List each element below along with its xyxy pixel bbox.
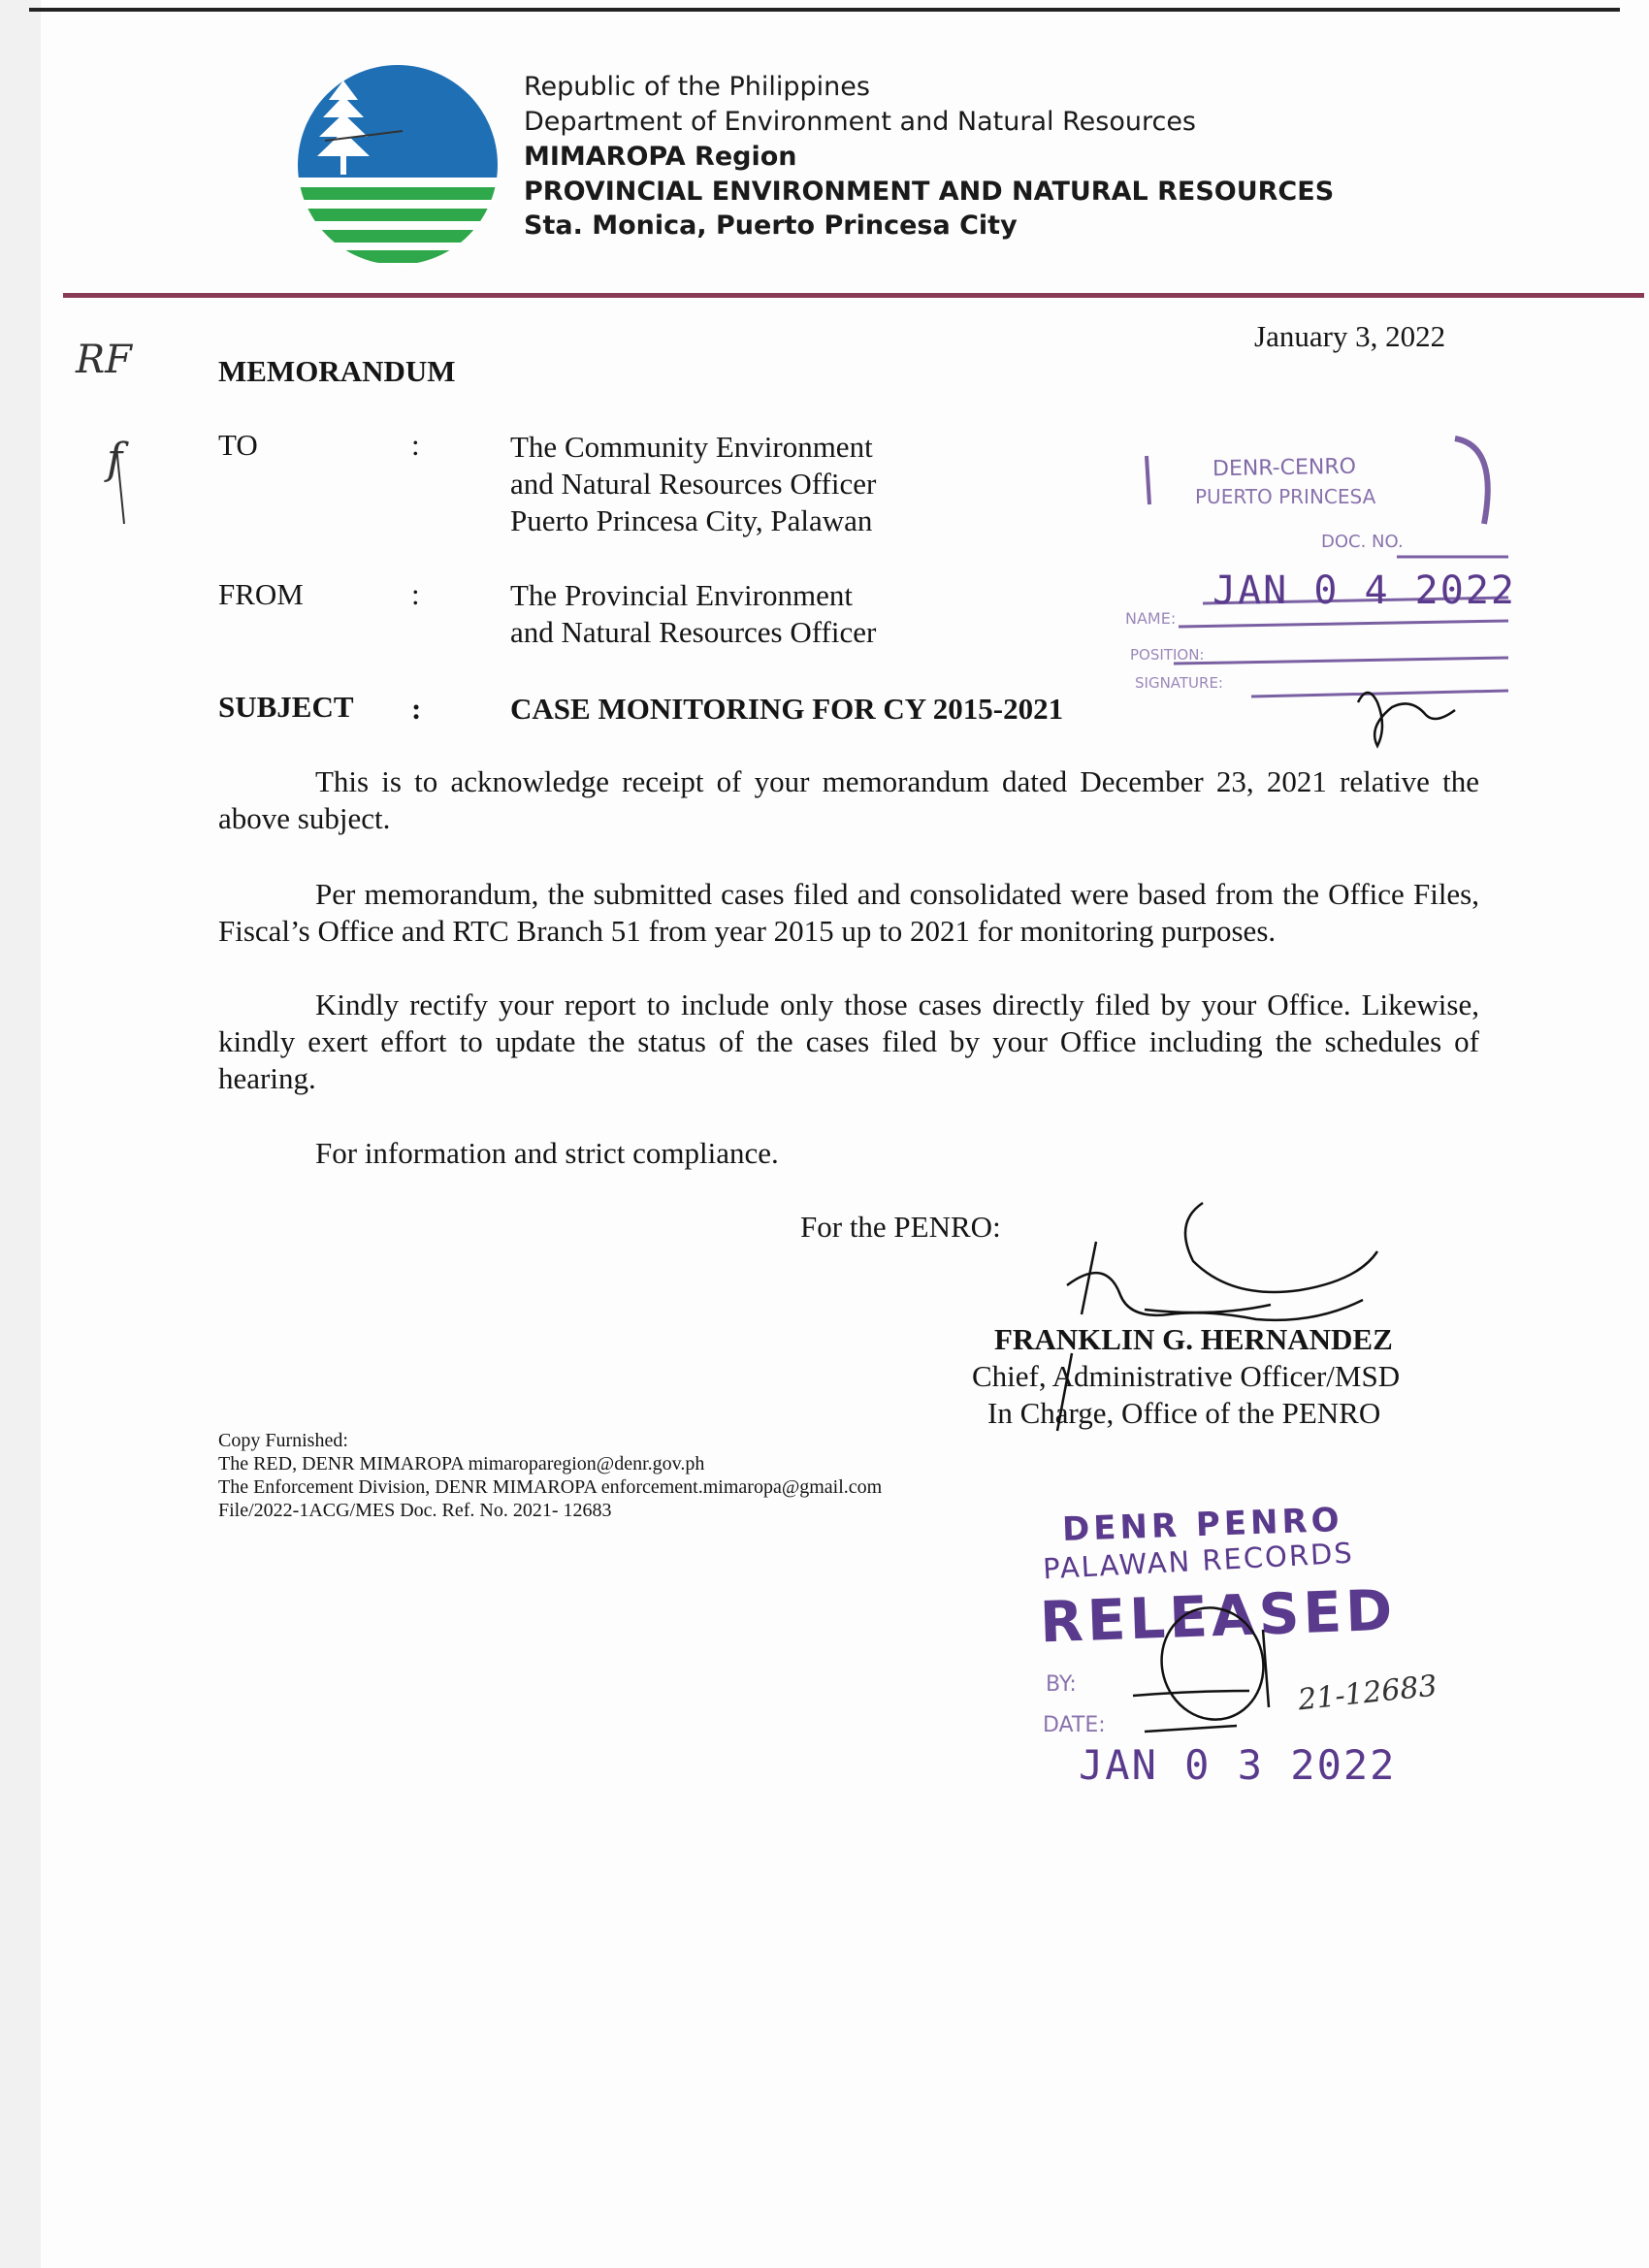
signatory-title-2: In Charge, Office of the PENRO bbox=[987, 1396, 1381, 1430]
body-paragraph-2: Per memorandum, the submitted cases filed and consolidated were based from the Office Files, Fiscal’s Office and RTC Branch 51 from year 2015 up to 2021 for monitoring purposes. bbox=[218, 877, 1479, 948]
header-republic: Republic of the Philippines bbox=[524, 72, 870, 102]
signatory-name: FRANKLIN G. HERNANDEZ bbox=[994, 1322, 1393, 1356]
memo-title: MEMORANDUM bbox=[218, 354, 456, 388]
released-stamp-date: JAN 0 3 2022 bbox=[1079, 1741, 1397, 1789]
released-stamp-date-label: DATE: bbox=[1043, 1713, 1106, 1737]
received-stamp-line-2: PUERTO PRINCESA bbox=[1195, 485, 1376, 508]
to-label: TO bbox=[218, 428, 258, 462]
header-address: Sta. Monica, Puerto Princesa City bbox=[524, 211, 1018, 241]
copy-furnished-line-1: The RED, DENR MIMAROPA mimaroparegion@denr.gov.ph bbox=[218, 1453, 705, 1474]
to-colon: : bbox=[411, 428, 420, 462]
received-stamp-date: JAN 0 4 2022 bbox=[1212, 568, 1516, 613]
from-line-2: and Natural Resources Officer bbox=[510, 615, 877, 649]
received-stamp-doc-no: DOC. NO. bbox=[1321, 532, 1404, 552]
released-stamp-ref: 21-12683 bbox=[1296, 1669, 1439, 1718]
signature-for: For the PENRO: bbox=[800, 1210, 1001, 1244]
from-colon: : bbox=[411, 577, 420, 611]
margin-note-f: f bbox=[107, 435, 123, 484]
scan-edge-shadow bbox=[0, 0, 41, 2268]
from-label: FROM bbox=[218, 577, 304, 611]
header-rule bbox=[63, 293, 1644, 298]
received-stamp-name: NAME: bbox=[1125, 609, 1177, 628]
signatory-title-1: Chief, Administrative Officer/MSD bbox=[972, 1359, 1401, 1393]
to-line-2: and Natural Resources Officer bbox=[510, 467, 877, 501]
denr-logo bbox=[296, 63, 500, 267]
subject-value: CASE MONITORING FOR CY 2015-2021 bbox=[510, 692, 1064, 726]
subject-label: SUBJECT bbox=[218, 690, 354, 724]
released-stamp-by: BY: bbox=[1046, 1672, 1077, 1697]
margin-note-rf: RF bbox=[76, 338, 132, 382]
received-stamp-line-1: DENR-CENRO bbox=[1212, 454, 1357, 482]
received-stamp-position: POSITION: bbox=[1130, 646, 1205, 664]
subject-colon: : bbox=[411, 692, 422, 726]
to-line-3: Puerto Princesa City, Palawan bbox=[510, 503, 873, 537]
released-stamp-line-2: PALAWAN RECORDS bbox=[1042, 1536, 1355, 1586]
released-stamp-line-1: DENR PENRO bbox=[1061, 1500, 1344, 1550]
header-region: MIMAROPA Region bbox=[524, 142, 797, 172]
copy-furnished-line-3: File/2022-1ACG/MES Doc. Ref. No. 2021- 12683 bbox=[218, 1500, 612, 1521]
header-department: Department of Environment and Natural Resources bbox=[524, 107, 1196, 137]
memo-date: January 3, 2022 bbox=[1254, 319, 1446, 353]
body-paragraph-4: For information and strict compliance. bbox=[315, 1136, 779, 1170]
received-stamp-signature: SIGNATURE: bbox=[1135, 674, 1223, 692]
from-line-1: The Provincial Environment bbox=[510, 578, 853, 612]
copy-furnished-line-2: The Enforcement Division, DENR MIMAROPA enforcement.mimaropa@gmail.com bbox=[218, 1476, 883, 1498]
scan-top-edge bbox=[29, 8, 1620, 12]
header-office: PROVINCIAL ENVIRONMENT AND NATURAL RESOURCES bbox=[524, 177, 1335, 207]
released-stamp-line-3: RELEASED bbox=[1038, 1576, 1398, 1656]
body-paragraph-3: Kindly rectify your report to include only those cases directly filed by your Office. Likewise, kindly exert effort to update the status of the cases filed by your Office including the schedules of hearing. bbox=[218, 988, 1479, 1095]
copy-furnished-label: Copy Furnished: bbox=[218, 1430, 348, 1451]
to-line-1: The Community Environment bbox=[510, 430, 873, 464]
body-paragraph-1: This is to acknowledge receipt of your memorandum dated December 23, 2021 relative the above subject. bbox=[218, 764, 1479, 835]
